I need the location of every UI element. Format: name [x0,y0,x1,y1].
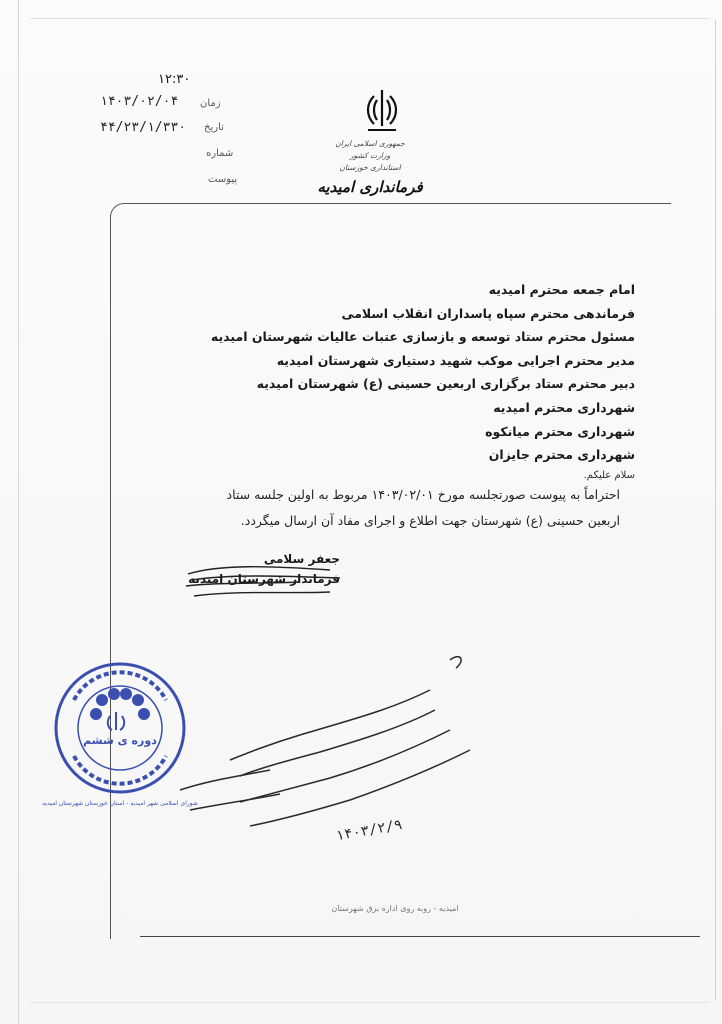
number-label: تاریخ [204,122,224,133]
letterhead-line2: وزارت کشور [349,151,391,160]
frame-bottom-line [140,936,700,937]
extra-label: پیوست [208,174,238,185]
recipient-item: امام جمعه محترم امیدیه [488,282,635,297]
time-value: ۱۲:۳۰ [158,72,191,87]
attachment-label: شماره [206,148,234,159]
recipient-item: دبیر محترم ستاد برگزاری اربعین حسینی (ع) شهرستان امیدیه [256,376,635,392]
number-value: ۴۴/۲۳/۱/۳۳۰ [100,120,187,135]
letter-footer: امیدیه - روبه روی اداره برق شهرستان [331,904,459,913]
letterhead-line3: استانداری خوزستان [339,163,401,172]
body-line-1: احتراماً به پیوست صورتجلسه مورخ ۱۴۰۳/۰۲/۰۱ مربوط به اولین جلسه ستاد [226,487,620,502]
signatory-name: جعفر سلامی [263,552,340,566]
signature-scribble [180,556,350,606]
greeting: سلام علیکم. [583,469,635,481]
stamp-center-text: دوره ی ششم [83,734,157,747]
date-label: زمان [200,98,221,109]
recipient-item: شهرداری محترم امیدیه [493,399,635,415]
scan-edge-left [18,0,19,1024]
signatory-title: فرماندار شهرستان امیدیه [188,572,340,586]
handwritten-note [150,640,510,870]
stamp-ring-text: شورای اسلامی شهر امیدیه - استان خوزستان شهرستان امیدیه [42,800,198,807]
date-value: ۱۴۰۳/۰۲/۰۴ [100,94,179,109]
recipient-item: مدیر محترم اجرایی موکب شهید دستیاری شهرستان امیدیه [276,352,635,368]
scan-edge-top [30,18,710,19]
letterhead-line1: جمهوری اسلامی ایران [335,139,405,148]
recipient-item: مسئول محترم ستاد توسعه و بازسازی عتبات عالیات شهرستان امیدیه [210,329,635,345]
body-line-2: اربعین حسینی (ع) شهرستان جهت اطلاع و اجرای مفاد آن ارسال میگردد. [240,513,620,528]
recipient-list [210,278,635,485]
recipient-item: شهرداری محترم جایزان [488,447,635,463]
letter-body [150,482,620,534]
iran-emblem-icon [360,86,404,134]
letterhead-title: فرمانداری امیدیه [317,178,423,196]
letterhead [300,138,440,196]
recipient-item: شهرداری محترم میانکوه [485,423,635,439]
handwritten-date: ۱۴۰۳/۲/۹ [334,816,404,845]
recipient-item: فرماندهی محترم سپاه پاسداران انقلاب اسلامی [341,305,635,321]
scan-edge-bottom [30,1002,710,1003]
scan-edge-right [715,20,716,1000]
